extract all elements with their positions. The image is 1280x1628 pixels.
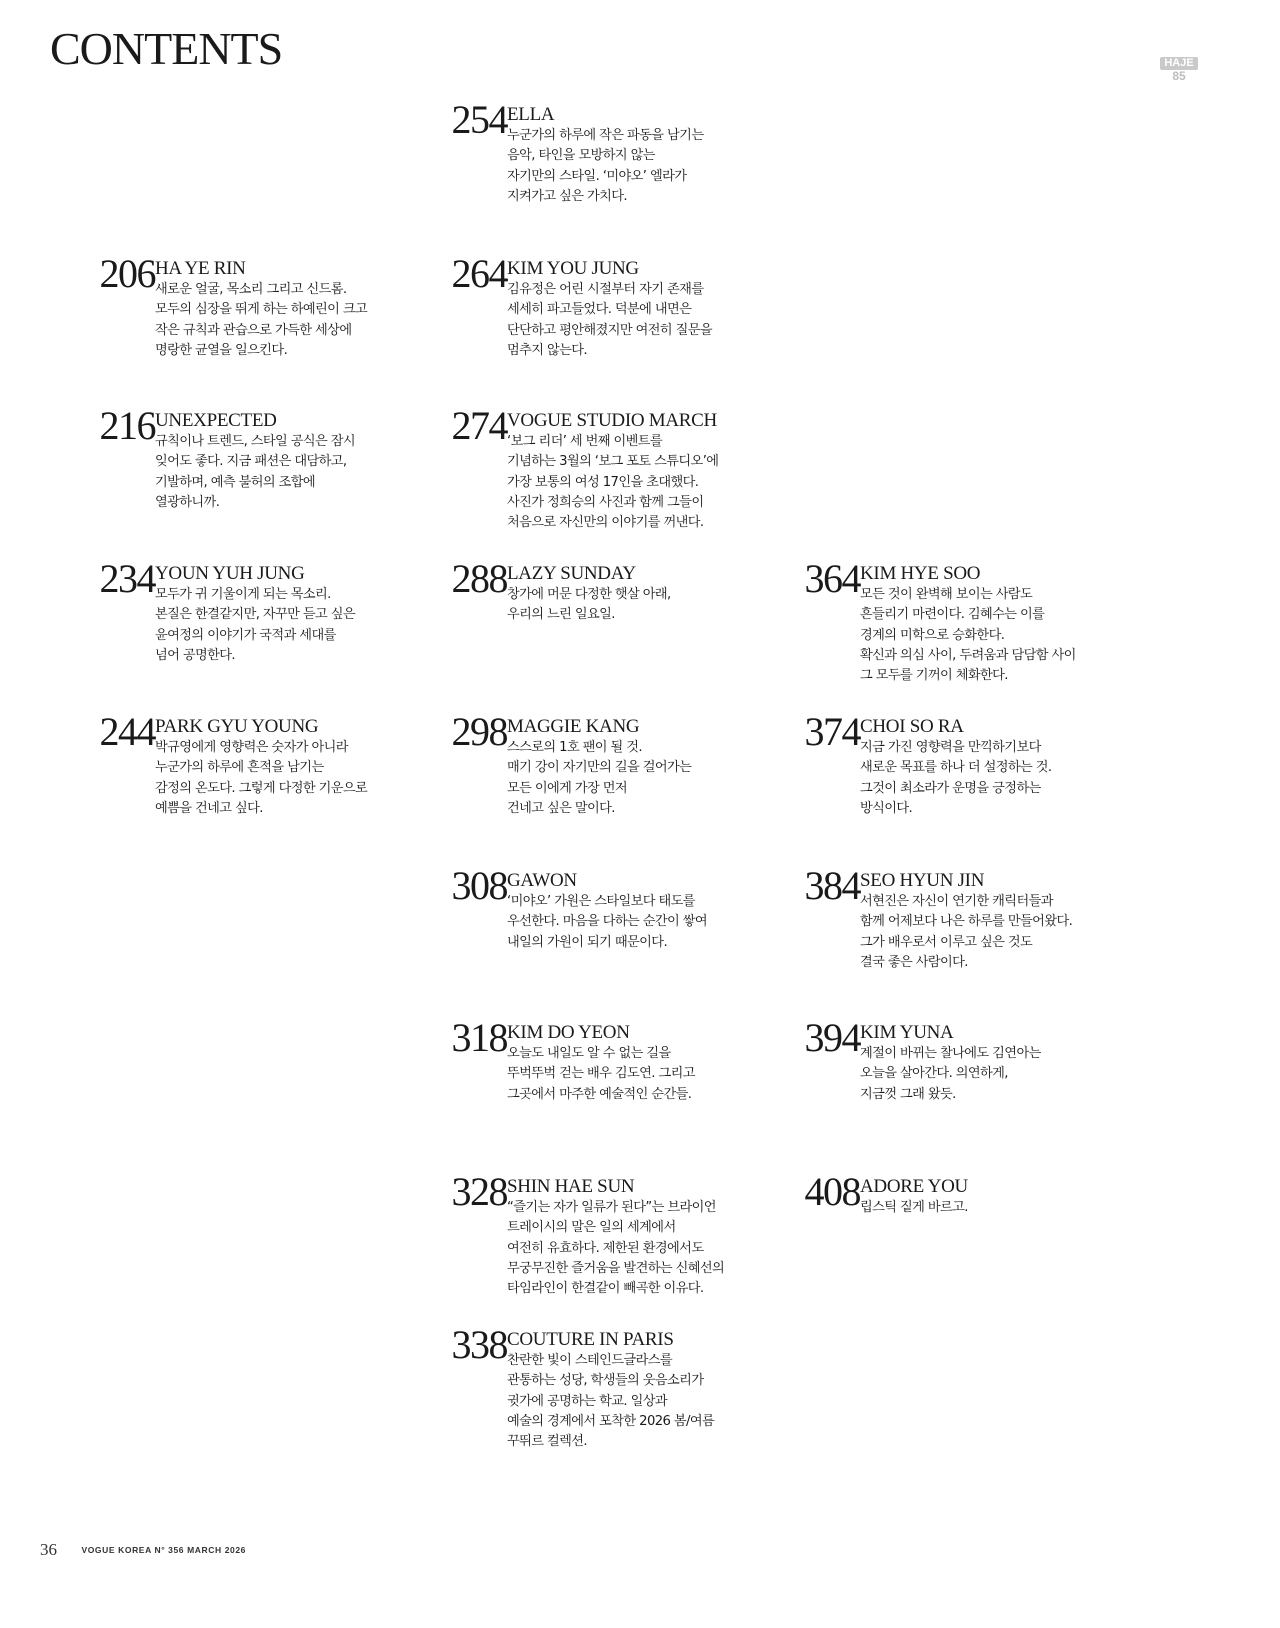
toc-page-number: 318	[451, 1015, 507, 1060]
toc-description: 계절이 바뀌는 찰나에도 김연아는 오늘을 살아간다. 의연하게, 지금껏 그래 왔듯.	[860, 1046, 1041, 1102]
magazine-issue: VOGUE KOREA N° 356 MARCH 2026	[81, 1545, 247, 1555]
toc-description: 스스로의 1호 팬이 될 것. 매기 강이 자기만의 길을 걸어가는 모든 이에게 가장 먼저 건네고 싶은 말이다.	[507, 740, 692, 816]
toc-page-number: 264	[451, 251, 507, 296]
toc-title: SEO HYUN JIN	[860, 870, 985, 891]
toc-description: 김유정은 어린 시절부터 자기 존재를 세세히 파고들었다. 덕분에 내면은 단단하고 평안해졌지만 여전히 질문을 멈추지 않는다.	[507, 282, 713, 358]
toc-page-number: 374	[804, 709, 860, 754]
toc-description: ‘미야오’ 가원은 스타일보다 태도를 우선한다. 마음을 다하는 순간이 쌓여 내일의 가원이 되기 때문이다.	[507, 894, 708, 950]
toc-entry[interactable]	[804, 1015, 1240, 1152]
toc-entry[interactable]	[451, 403, 887, 540]
toc-entry[interactable]	[804, 709, 1240, 846]
toc-page-number: 234	[99, 556, 155, 601]
toc-title: CHOI SO RA	[860, 716, 964, 737]
toc-page-number: 288	[451, 556, 507, 601]
toc-description: 박규영에게 영향력은 숫자가 아니라 누군가의 하루에 흔적을 남기는 감정의 온도다. 그렇게 다정한 기운으로 예쁨을 건네고 싶다.	[155, 740, 368, 816]
toc-entry[interactable]	[451, 97, 887, 234]
section-badge	[1160, 57, 1198, 83]
toc-description: 찬란한 빛이 스테인드글라스를 관통하는 성당, 학생들의 웃음소리가 귓가에 공명하는 학교. 일상과 예술의 경계에서 포착한 2026 봄/여름 꾸뛰르 컬렉션.	[507, 1353, 715, 1450]
toc-title: ELLA	[507, 104, 555, 125]
toc-title: MAGGIE KANG	[507, 716, 640, 737]
toc-page-number: 216	[99, 403, 155, 448]
toc-page-number: 408	[804, 1169, 860, 1214]
toc-description: “즐기는 자가 일류가 된다”는 브라이언 트레이시의 말은 일의 세계에서 여전히 유효하다. 제한된 환경에서도 무궁무진한 즐거움을 발견하는 신혜선의 타임라인이 한결같이 빼곡한 이유다.	[507, 1200, 725, 1297]
page-footer	[40, 1540, 246, 1560]
toc-title: ADORE YOU	[860, 1176, 968, 1197]
toc-entry[interactable]	[804, 863, 1240, 1000]
toc-description: 규칙이나 트렌드, 스타일 공식은 잠시 잊어도 좋다. 지금 패션은 대담하고, 기발하며, 예측 불허의 조합에 열광하니까.	[155, 434, 356, 510]
page-number: 36	[40, 1540, 57, 1559]
toc-description: 서현진은 자신이 연기한 캐릭터들과 함께 어제보다 나은 하루를 만들어왔다. 그가 배우로서 이루고 싶은 것도 결국 좋은 사람이다.	[860, 894, 1073, 970]
toc-description: 지금 가진 영향력을 만끽하기보다 새로운 목표를 하나 더 설정하는 것. 그것이 최소라가 운명을 긍정하는 방식이다.	[860, 740, 1052, 816]
toc-title: SHIN HAE SUN	[507, 1176, 635, 1197]
toc-description: 립스틱 짙게 바르고.	[860, 1200, 968, 1215]
toc-description: ‘보그 리더’ 세 번째 이벤트를 기념하는 3월의 ‘보그 포토 스튜디오’에 가장 보통의 여성 17인을 초대했다. 사진가 정희승의 사진과 함께 그들이 처음으로 자신만의 이야기를 꺼낸다.	[507, 434, 719, 531]
toc-title: UNEXPECTED	[155, 410, 277, 431]
page-title: CONTENTS	[50, 23, 283, 74]
toc-title: VOGUE STUDIO MARCH	[507, 410, 717, 431]
toc-title: KIM YOU JUNG	[507, 258, 639, 279]
toc-title: YOUN YUH JUNG	[155, 563, 305, 584]
toc-entry[interactable]	[451, 251, 887, 388]
toc-description: 모든 것이 완벽해 보이는 사람도 흔들리기 마련이다. 김혜수는 이를 경계의 미학으로 승화한다. 확신과 의심 사이, 두려움과 담담함 사이 그 모두를 기꺼이 체화한다.	[860, 587, 1076, 684]
toc-page-number: 206	[99, 251, 155, 296]
toc-page-number: 244	[99, 709, 155, 754]
toc-page-number: 338	[451, 1322, 507, 1367]
toc-title: KIM YUNA	[860, 1022, 954, 1043]
toc-description: 새로운 얼굴, 목소리 그리고 신드롬. 모두의 심장을 뛰게 하는 하예린이 크고 작은 규칙과 관습으로 가득한 세상에 명랑한 균열을 일으킨다.	[155, 282, 368, 358]
toc-page-number: 384	[804, 863, 860, 908]
toc-entry[interactable]	[804, 556, 1240, 693]
toc-title: KIM DO YEON	[507, 1022, 630, 1043]
toc-title: COUTURE IN PARIS	[507, 1329, 674, 1350]
toc-title: HA YE RIN	[155, 258, 246, 279]
toc-title: LAZY SUNDAY	[507, 563, 636, 584]
toc-description: 오늘도 내일도 알 수 없는 길을 뚜벅뚜벅 걷는 배우 김도연. 그리고 그곳에서 마주한 예술적인 순간들.	[507, 1046, 695, 1102]
toc-page-number: 274	[451, 403, 507, 448]
badge-number: 85	[1172, 69, 1186, 83]
toc-description: 모두가 귀 기울이게 되는 목소리. 본질은 한결같지만, 자꾸만 듣고 싶은 윤여정의 이야기가 국적과 세대를 넘어 공명한다.	[155, 587, 356, 663]
toc-title: KIM HYE SOO	[860, 563, 981, 584]
toc-title: PARK GYU YOUNG	[155, 716, 319, 737]
toc-page-number: 364	[804, 556, 860, 601]
toc-page-number: 328	[451, 1169, 507, 1214]
toc-page-number: 254	[451, 97, 507, 142]
toc-title: GAWON	[507, 870, 577, 891]
toc-page-number: 394	[804, 1015, 860, 1060]
toc-page-number: 308	[451, 863, 507, 908]
toc-entry[interactable]	[804, 1169, 1240, 1306]
badge-label: HAJE	[1160, 57, 1198, 70]
toc-page-number: 298	[451, 709, 507, 754]
toc-entry[interactable]	[451, 1322, 887, 1459]
toc-description: 누군가의 하루에 작은 파동을 남기는 음악, 타인을 모방하지 않는 자기만의 스타일. ‘미야오’ 엘라가 지켜가고 싶은 가치다.	[507, 128, 704, 204]
toc-description: 창가에 머문 다정한 햇살 아래, 우리의 느린 일요일.	[507, 587, 671, 623]
